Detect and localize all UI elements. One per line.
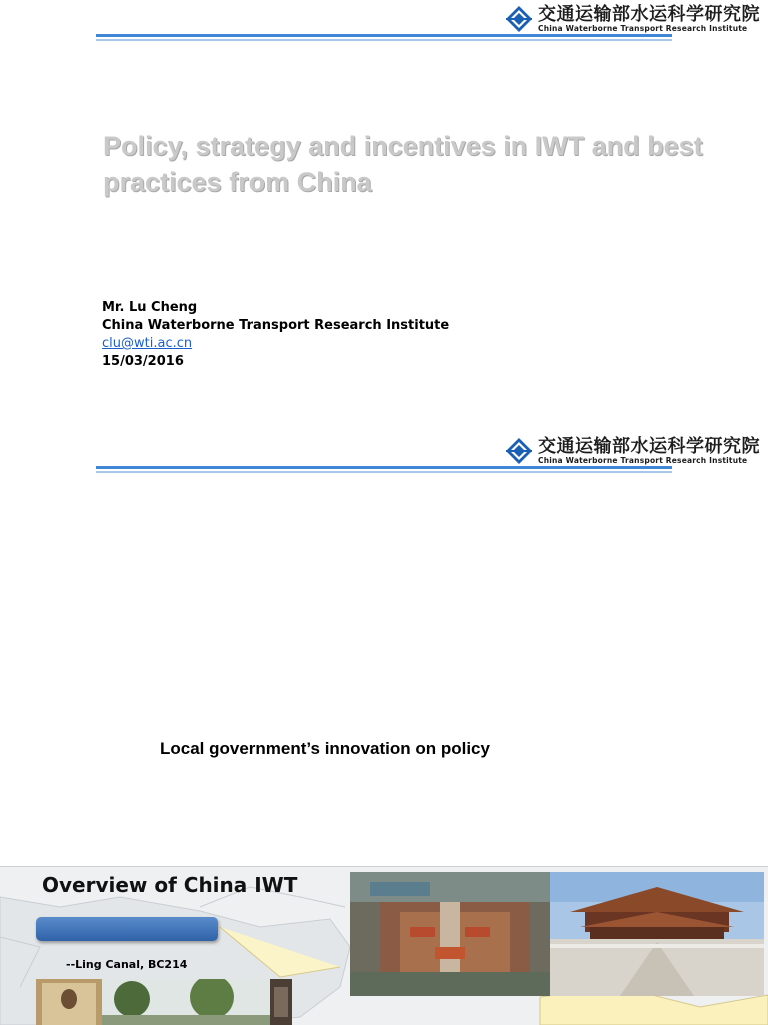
header-rule: [96, 466, 672, 473]
canal-trees-photo: [102, 979, 270, 1025]
forbidden-city-aerial-photo: [350, 872, 550, 996]
presentation-title: Policy, strategy and incentives in IWT and best practices from China: [103, 131, 703, 197]
header-rule: [96, 34, 672, 41]
institute-chinese-name: 交通运输部水运科学研究院: [538, 436, 760, 457]
institute-english-name: China Waterborne Transport Research Institute: [538, 456, 748, 465]
compass-diamond-icon: [504, 4, 534, 34]
author-email-link[interactable]: clu@wti.ac.cn: [102, 336, 193, 351]
section-slide: [0, 432, 768, 852]
institute-chinese-name: 交通运输部水运科学研究院: [538, 4, 760, 25]
palace-hall-photo: [550, 872, 764, 996]
overview-title: Overview of China IWT: [42, 873, 298, 897]
section-subtitle: Local government’s innovation on policy: [160, 739, 490, 758]
ancient-figure-photo: [36, 979, 102, 1025]
compass-diamond-icon: [504, 436, 534, 466]
institute-english-name: China Waterborne Transport Research Institute: [538, 24, 748, 33]
overview-slide: [0, 866, 768, 1025]
canal-quote: --Ling Canal, BC214: [66, 958, 188, 971]
author-organization: China Waterborne Transport Research Institute: [102, 318, 450, 333]
institute-logo: [504, 436, 760, 466]
section-bar: [36, 917, 218, 941]
title-slide: [0, 0, 768, 430]
author-block: [102, 299, 449, 371]
author-name: Mr. Lu Cheng: [102, 300, 198, 315]
lock-gate-photo: [270, 979, 292, 1025]
presentation-date: 15/03/2016: [102, 354, 184, 369]
institute-logo: [504, 4, 760, 34]
